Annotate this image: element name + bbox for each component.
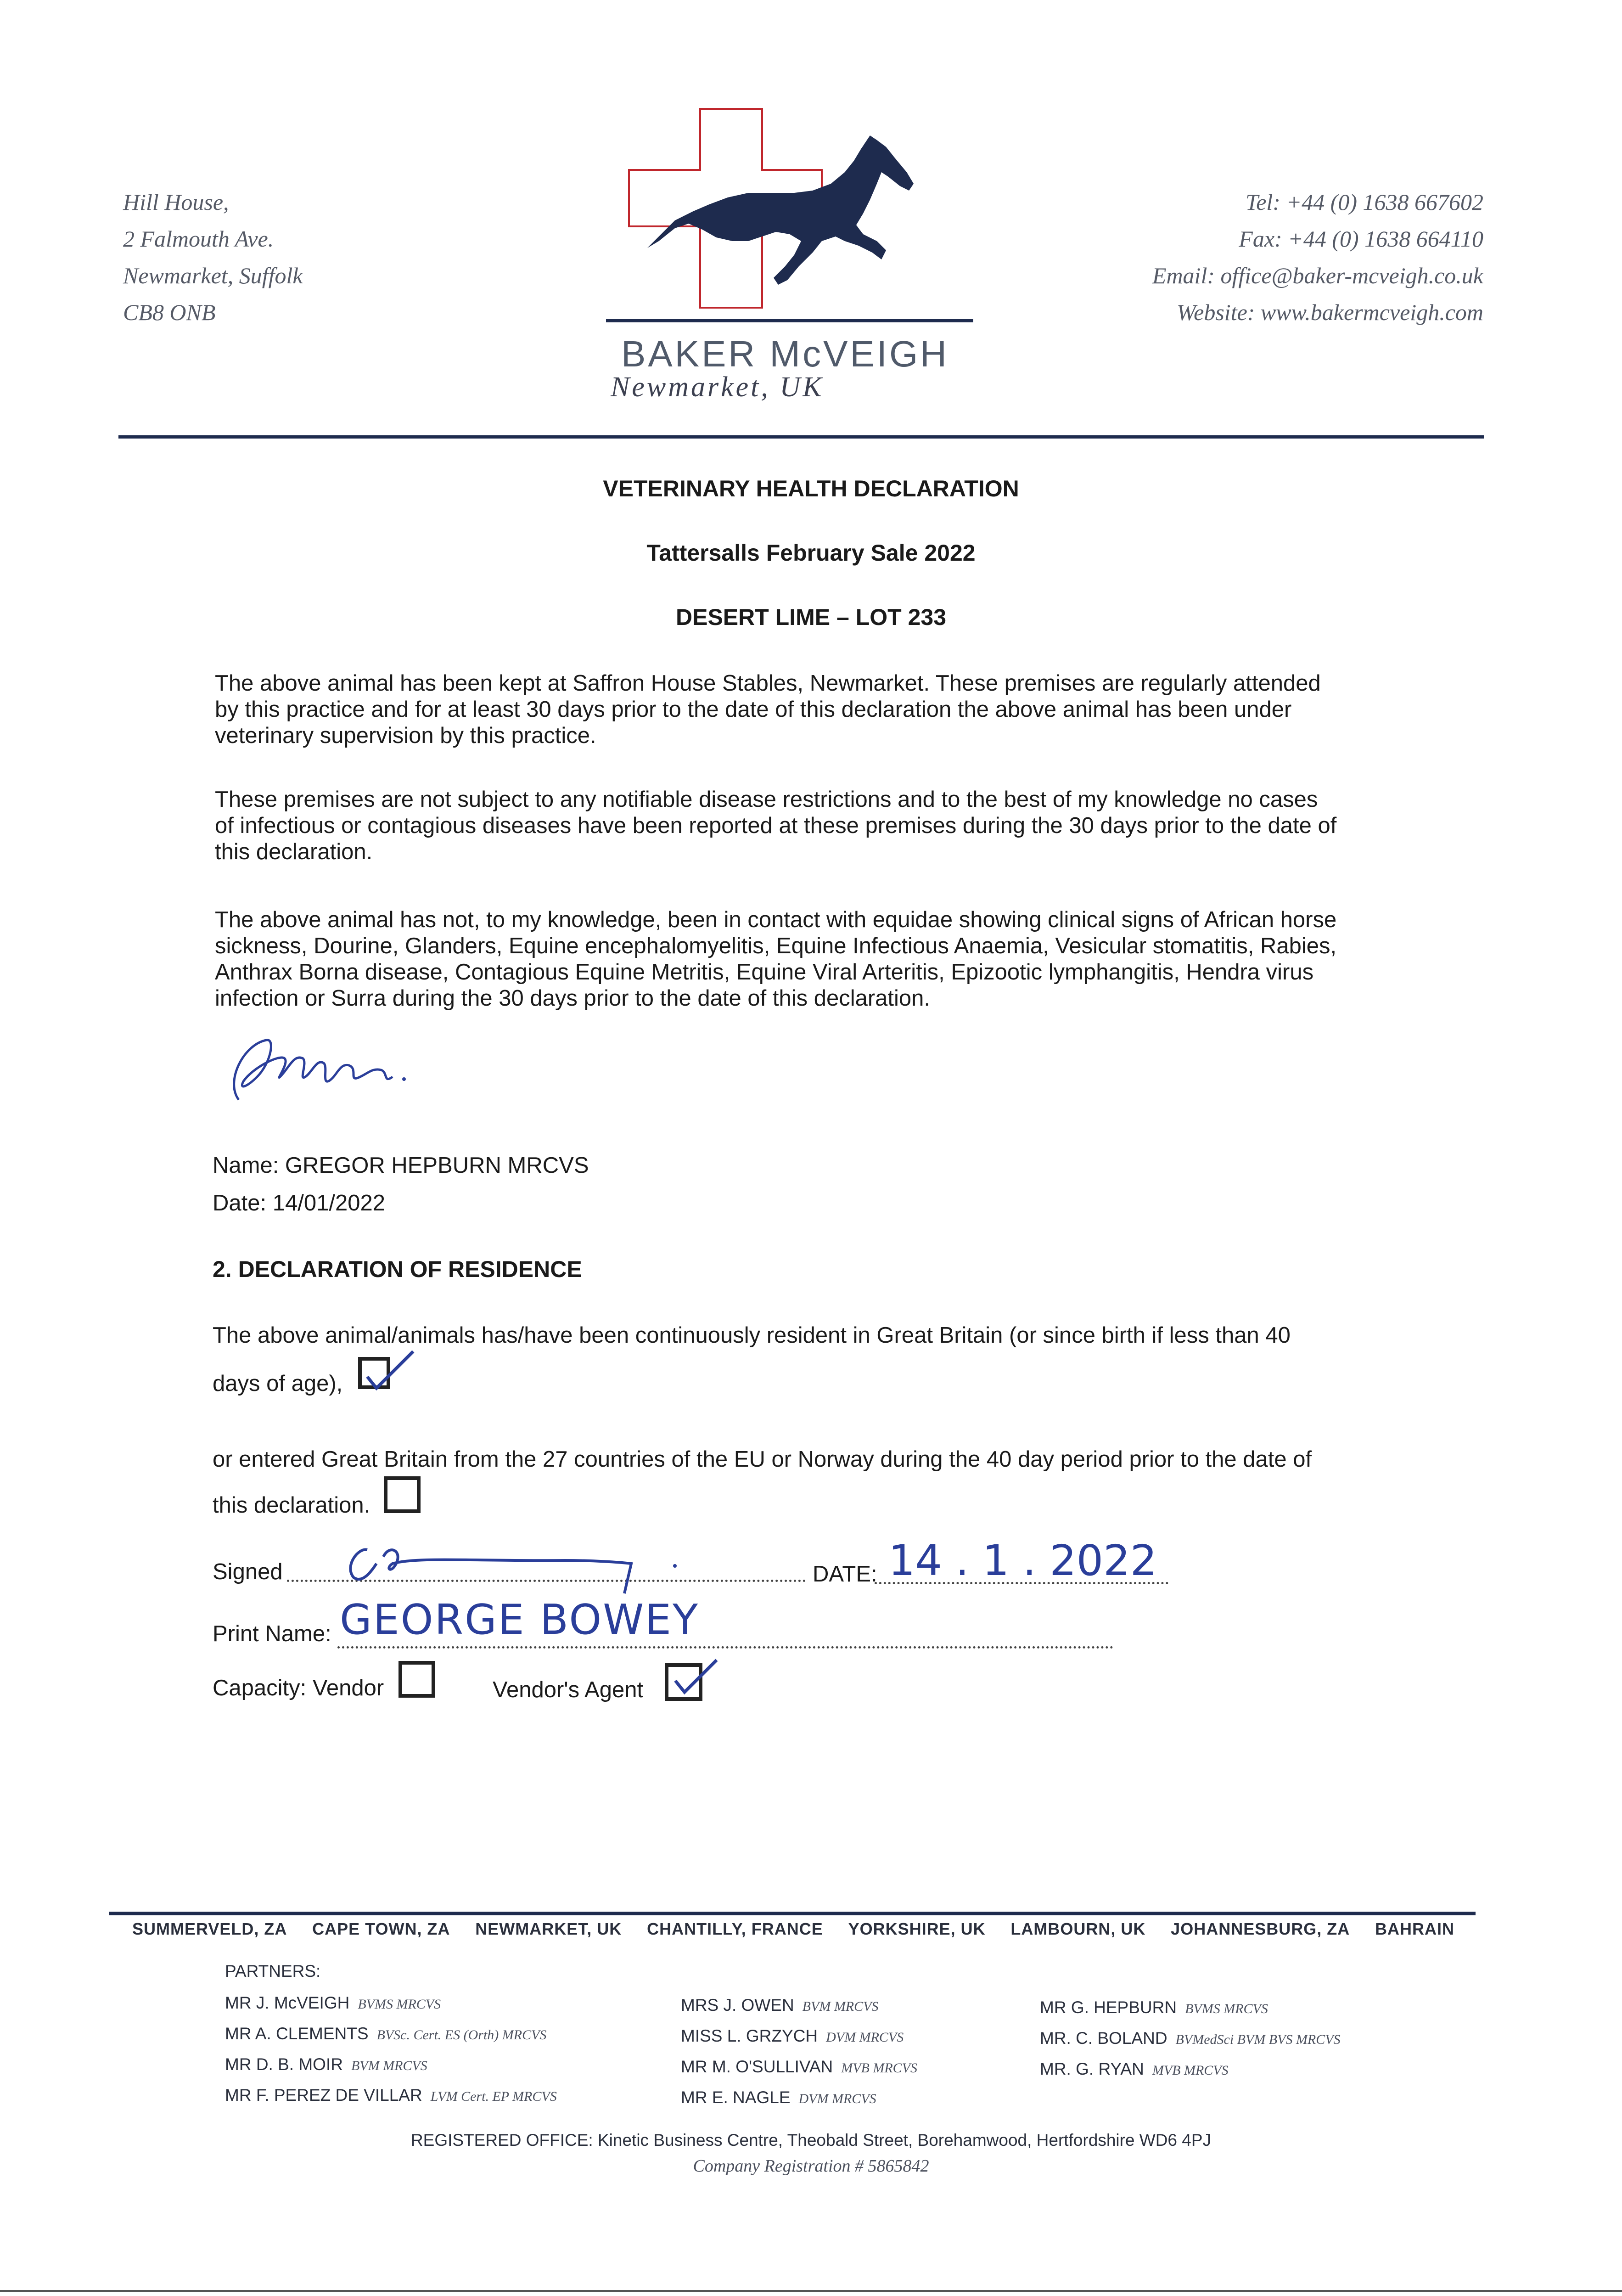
company-registration: Company Registration # 5865842: [693, 2156, 929, 2176]
vet-name: Name: GREGOR HEPBURN MRCVS: [213, 1153, 589, 1178]
text-line: this declaration.: [215, 839, 373, 864]
partner-row: [225, 2019, 557, 2050]
text-line: The above animal has not, to my knowledge, been in contact with equidae showing clinical signs of African horse: [215, 907, 1337, 932]
header-divider: [118, 435, 1484, 439]
partner-name: MR D. B. MOIR: [225, 2055, 343, 2074]
registered-office-address: Kinetic Business Centre, Theobald Street, Borehamwood, Hertfordshire WD6 4PJ: [597, 2131, 1212, 2150]
text-line: of infectious or contagious diseases have been reported at these premises during the 30 days prior to the date of: [215, 813, 1337, 838]
partner-qualification: BVM MRCVS: [802, 1999, 879, 2014]
vendors-agent-checkbox[interactable]: [665, 1663, 702, 1701]
partners-column-1: [225, 1988, 557, 2111]
address-line: Newmarket, Suffolk: [123, 263, 303, 288]
address-line: CB8 ONB: [123, 299, 216, 325]
partner-row: [225, 2050, 557, 2081]
brand-location: Newmarket, UK: [611, 371, 824, 403]
brand-name: BAKER McVEIGH: [621, 333, 949, 374]
paragraph-restrictions: [215, 787, 1409, 865]
document-title: VETERINARY HEALTH DECLARATION: [603, 476, 1019, 501]
paragraph-diseases: [215, 907, 1409, 1012]
lot-title: DESERT LIME – LOT 233: [675, 604, 946, 630]
partner-qualification: BVMS MRCVS: [358, 1997, 441, 2012]
eu-entry-checkbox[interactable]: [384, 1476, 421, 1513]
partner-qualification: MVB MRCVS: [841, 2060, 918, 2076]
location-item: SUMMERVELD, ZA: [132, 1919, 287, 1938]
text-line: by this practice and for at least 30 days prior to the date of this declaration the above animal has been under: [215, 697, 1292, 722]
paragraph-premises: [215, 670, 1409, 749]
location-item: CAPE TOWN, ZA: [312, 1919, 450, 1938]
partner-name: MR J. McVEIGH: [225, 1993, 350, 2012]
registered-office: [0, 2131, 1622, 2150]
agent-signature[interactable]: [335, 1525, 684, 1598]
website-line: Website: www.bakermcveigh.com: [1177, 299, 1483, 325]
partner-row: [681, 2021, 917, 2052]
partner-name: MRS J. OWEN: [681, 1996, 794, 2015]
text-line: The above animal has been kept at Saffron House Stables, Newmarket. These premises are regularly attended: [215, 671, 1321, 696]
partner-row: [681, 2052, 917, 2083]
capacity-label: Capacity: Vendor: [213, 1676, 384, 1700]
baker-mcveigh-logo: [606, 103, 973, 333]
text-line: infection or Surra during the 30 days prior to the date of this declaration.: [215, 986, 931, 1011]
address-line: Hill House,: [123, 189, 229, 215]
checkmark-icon: [666, 1653, 721, 1699]
partner-name: MR. C. BOLAND: [1040, 2029, 1167, 2048]
partner-row: [225, 2081, 557, 2111]
location-item: YORKSHIRE, UK: [848, 1919, 986, 1938]
location-item: LAMBOURN, UK: [1010, 1919, 1146, 1938]
print-name-line: [337, 1646, 1113, 1649]
fax-line: Fax: +44 (0) 1638 664110: [1239, 226, 1483, 252]
partner-row: [681, 2083, 917, 2114]
print-name-label: Print Name:: [213, 1621, 331, 1646]
print-name-handwritten[interactable]: GEORGE BOWEY: [340, 1596, 700, 1644]
partner-name: MR. G. RYAN: [1040, 2060, 1144, 2078]
partner-name: MISS L. GRZYCH: [681, 2026, 818, 2045]
partner-name: MR G. HEPBURN: [1040, 1998, 1177, 2017]
residence-text-2: days of age),: [213, 1371, 343, 1396]
signed-label: Signed: [213, 1559, 283, 1584]
partner-name: MR F. PEREZ DE VILLAR: [225, 2086, 422, 2105]
sale-title: Tattersalls February Sale 2022: [646, 540, 976, 566]
text-line: veterinary supervision by this practice.: [215, 723, 596, 748]
vendor-checkbox[interactable]: [398, 1661, 435, 1698]
partner-qualification: BVM MRCVS: [351, 2058, 427, 2073]
location-item: JOHANNESBURG, ZA: [1171, 1919, 1350, 1938]
registered-office-label: REGISTERED OFFICE:: [410, 2131, 593, 2150]
partner-qualification: DVM MRCVS: [798, 2091, 876, 2106]
partner-row: [225, 1988, 557, 2019]
date-handwritten[interactable]: 14 . 1 . 2022: [888, 1536, 1157, 1585]
practice-contact: [1152, 184, 1483, 331]
email-line: Email: office@baker-mcveigh.co.uk: [1152, 263, 1483, 288]
text-line: These premises are not subject to any notifiable disease restrictions and to the best of my knowledge no cases: [215, 787, 1318, 812]
partners-label: PARTNERS:: [225, 1962, 321, 1981]
text-line: sickness, Dourine, Glanders, Equine encephalomyelitis, Equine Infectious Anaemia, Vesicular stomatitis, Rabies,: [215, 934, 1337, 958]
page-bottom-rule: [0, 2290, 1622, 2292]
location-item: CHANTILLY, FRANCE: [647, 1919, 823, 1938]
partner-row: [1040, 1993, 1341, 2024]
practice-address: [123, 184, 303, 331]
vet-date: Date: 14/01/2022: [213, 1191, 385, 1216]
partner-row: [1040, 2024, 1341, 2054]
partner-qualification: MVB MRCVS: [1152, 2063, 1229, 2078]
partners-column-3: [1040, 1993, 1341, 2085]
text-line: Anthrax Borna disease, Contagious Equine Metritis, Equine Viral Arteritis, Epizootic lymphangitis, Hendra virus: [215, 960, 1314, 985]
tel-line: Tel: +44 (0) 1638 667602: [1246, 189, 1483, 215]
partner-row: [1040, 2054, 1341, 2085]
office-locations: [132, 1919, 1454, 1939]
partner-qualification: LVM Cert. EP MRCVS: [430, 2089, 557, 2104]
partners-column-2: [681, 1991, 917, 2114]
checkmark-icon: [358, 1347, 418, 1397]
location-item: NEWMARKET, UK: [475, 1919, 622, 1938]
partner-name: MR M. O'SULLIVAN: [681, 2057, 833, 2076]
vet-signature: [211, 1026, 441, 1118]
residence-text-3: or entered Great Britain from the 27 countries of the EU or Norway during the 40 day period prior to the date of: [213, 1447, 1312, 1472]
date-label: DATE:: [813, 1562, 877, 1587]
horse-icon: [647, 135, 914, 285]
residence-text-4: this declaration.: [213, 1493, 370, 1518]
residence-text-1: The above animal/animals has/have been continuously resident in Great Britain (or since birth if less than 40: [213, 1323, 1291, 1348]
partner-name: MR A. CLEMENTS: [225, 2024, 369, 2043]
partner-row: [681, 1991, 917, 2021]
vendors-agent-label: Vendor's Agent: [493, 1677, 644, 1702]
residence-heading: 2. DECLARATION OF RESIDENCE: [213, 1256, 582, 1282]
resident-checkbox[interactable]: [358, 1357, 390, 1389]
footer-divider: [109, 1912, 1476, 1915]
partner-qualification: DVM MRCVS: [826, 2030, 904, 2045]
partner-qualification: BVMedSci BVM BVS MRCVS: [1175, 2032, 1341, 2047]
location-item: BAHRAIN: [1375, 1919, 1454, 1938]
partner-qualification: BVMS MRCVS: [1185, 2001, 1268, 2016]
address-line: 2 Falmouth Ave.: [123, 226, 274, 252]
partner-qualification: BVSc. Cert. ES (Orth) MRCVS: [376, 2027, 547, 2043]
partner-name: MR E. NAGLE: [681, 2088, 791, 2107]
